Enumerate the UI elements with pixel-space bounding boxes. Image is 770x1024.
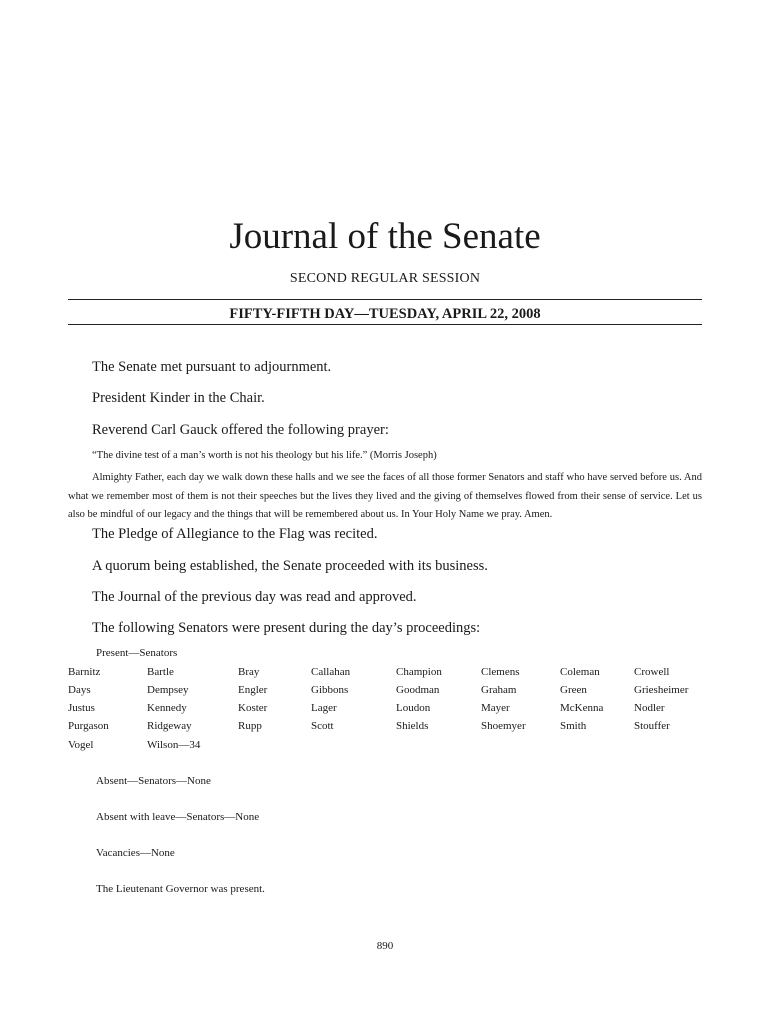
met-paragraph: The Senate met pursuant to adjournment. xyxy=(92,359,332,375)
prayer-text: Almighty Father, each day we walk down these halls and we see the faces of all those former Senators and staff who have served before us. And what we remember most of them is not their speeches but the lives they lived and the giving of themselves flowed from their sense of service. Let us also be mindful of our legacy and the things that will be remembered about us. In Your Holy Name we pray. Amen. xyxy=(68,472,702,520)
senator-name: Loudon xyxy=(396,702,431,714)
session-label: SECOND REGULAR SESSION xyxy=(289,271,481,286)
senator-name: Nodler xyxy=(634,702,665,714)
senator-name: Gibbons xyxy=(311,684,349,696)
senator-name: Barnitz xyxy=(68,666,101,678)
vacancies-line: Vacancies—None xyxy=(96,847,175,859)
prayer-quote: “The divine test of a man’s worth is not his theology but his life.” (Morris Joseph) xyxy=(92,450,437,461)
quorum-paragraph: A quorum being established, the Senate proceeded with its business. xyxy=(92,558,488,574)
senator-name: Callahan xyxy=(311,666,351,678)
senator-name: Ridgeway xyxy=(147,720,192,732)
senator-name: Mayer xyxy=(481,702,510,714)
senator-name: Griesheimer xyxy=(634,684,689,696)
senator-name: Smith xyxy=(560,720,587,732)
page-title: Journal of the Senate xyxy=(229,216,541,257)
senator-name: Koster xyxy=(238,702,268,714)
senator-name: Coleman xyxy=(560,666,600,678)
senator-name: Lager xyxy=(311,702,337,714)
bottom-rule xyxy=(68,324,702,325)
journal-paragraph: The Journal of the previous day was read and approved. xyxy=(92,589,417,605)
prayer-intro: Reverend Carl Gauck offered the following prayer: xyxy=(92,422,389,438)
senator-name: Clemens xyxy=(481,666,520,678)
top-rule xyxy=(68,299,702,300)
senator-name: Purgason xyxy=(68,720,109,732)
senator-name: Scott xyxy=(311,720,334,732)
senator-name: Days xyxy=(68,684,91,696)
lt-governor-line: The Lieutenant Governor was present. xyxy=(96,883,265,895)
senator-name: Stouffer xyxy=(634,720,670,732)
senator-name: Dempsey xyxy=(147,684,189,696)
absent-line: Absent—Senators—None xyxy=(96,775,211,787)
senator-name: Shields xyxy=(396,720,429,732)
senator-name: Justus xyxy=(68,702,95,714)
senator-name: McKenna xyxy=(560,702,604,714)
senator-name: Graham xyxy=(481,684,517,696)
senator-name: Champion xyxy=(396,666,442,678)
senator-name: Vogel xyxy=(68,739,94,751)
senator-name: Shoemyer xyxy=(481,720,526,732)
page-number: 890 xyxy=(376,940,394,952)
senator-name: Goodman xyxy=(396,684,440,696)
day-heading: FIFTY-FIFTH DAY—TUESDAY, APRIL 22, 2008 xyxy=(229,306,541,322)
senator-name: Bartle xyxy=(147,666,174,678)
senator-name: Bray xyxy=(238,666,260,678)
senator-name: Green xyxy=(560,684,587,696)
senator-name: Kennedy xyxy=(147,702,187,714)
present-intro: The following Senators were present during the day’s proceedings: xyxy=(92,620,481,636)
senator-name: Wilson—34 xyxy=(147,739,201,751)
senator-name: Rupp xyxy=(238,720,262,732)
chair-paragraph: President Kinder in the Chair. xyxy=(92,390,265,406)
present-heading: Present—Senators xyxy=(96,647,178,659)
pledge-paragraph: The Pledge of Allegiance to the Flag was recited. xyxy=(92,526,378,542)
senator-name: Engler xyxy=(238,684,268,696)
absent-leave-line: Absent with leave—Senators—None xyxy=(96,811,260,823)
senator-name: Crowell xyxy=(634,666,670,678)
